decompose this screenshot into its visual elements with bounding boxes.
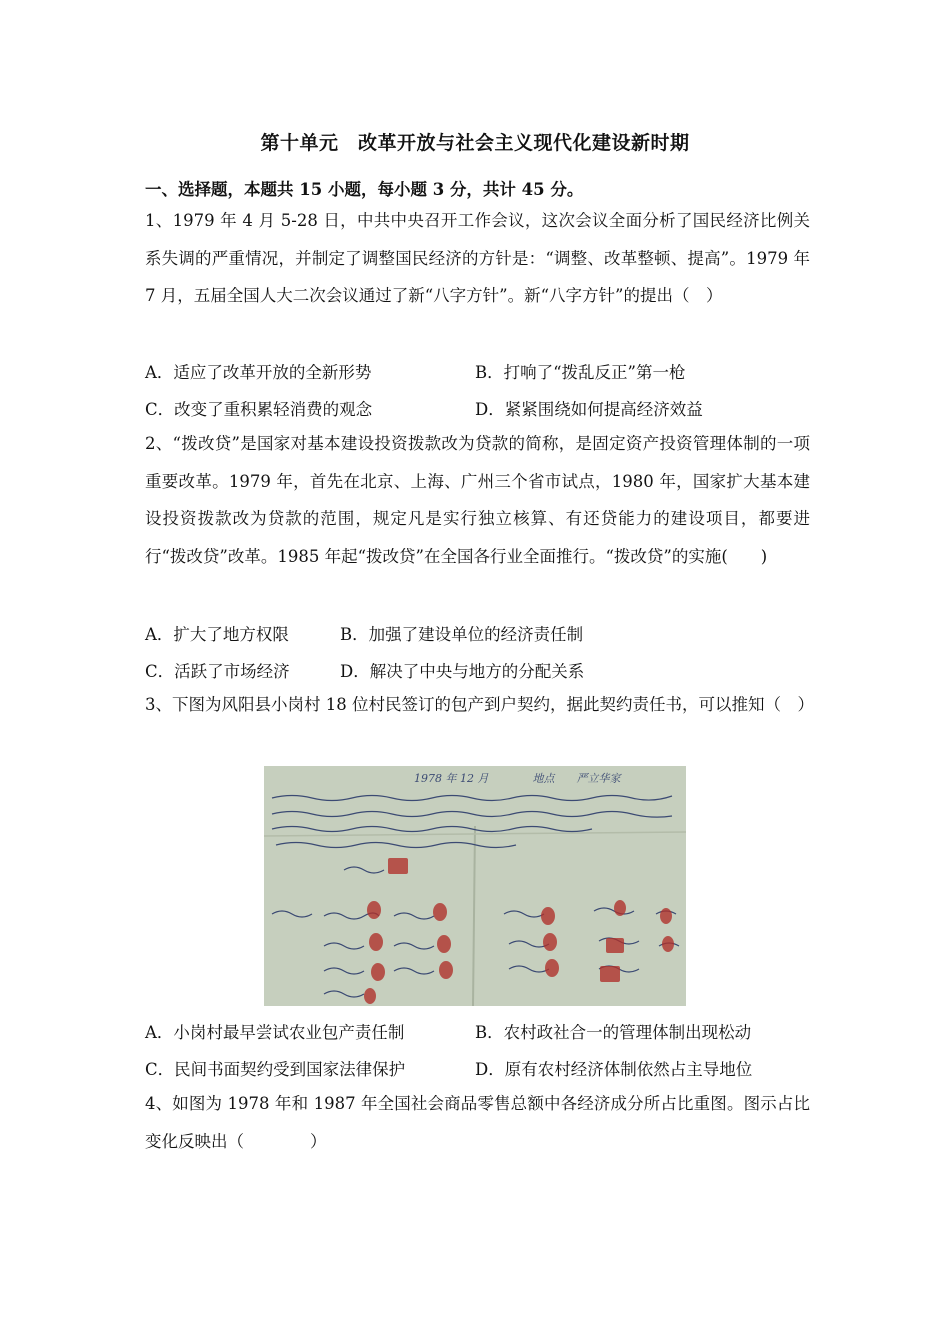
q2-option-c[interactable]: C．活跃了市场经济 <box>145 662 290 681</box>
q1-option-b[interactable]: B．打响了“拨乱反正”第一枪 <box>475 363 686 382</box>
fingerprint <box>369 933 383 951</box>
q1-option-a[interactable]: A．适应了改革开放的全新形势 <box>145 363 372 382</box>
q2-option-b[interactable]: B．加强了建设单位的经济责任制 <box>340 625 584 644</box>
q3-option-b[interactable]: B．农村政社合一的管理体制出现松动 <box>475 1023 752 1042</box>
fingerprint <box>543 933 557 951</box>
question-3-stem: 3、下图为风阳县小岗村 18 位村民签订的包产到户契约，据此契约责任书，可以推知（ ） <box>145 695 814 714</box>
fingerprint <box>541 907 555 925</box>
fingerprint <box>437 935 451 953</box>
q2-option-d[interactable]: D．解决了中央与地方的分配关系 <box>340 662 585 681</box>
fingerprint <box>660 908 672 924</box>
fingerprint <box>614 900 626 916</box>
q3-option-a[interactable]: A．小岗村最早尝试农业包产责任制 <box>145 1023 405 1042</box>
seal-stamp <box>606 938 624 953</box>
q1-option-d[interactable]: D．紧紧围绕如何提高经济效益 <box>475 400 703 419</box>
fingerprint <box>364 988 376 1004</box>
contract-illustration <box>264 766 686 1006</box>
section-heading: 一、选择题，本题共 15 小题，每小题 3 分，共计 45 分。 <box>145 180 584 199</box>
fingerprint <box>439 961 453 979</box>
q2-option-a[interactable]: A．扩大了地方权限 <box>145 625 289 644</box>
question-1-stem: 1、1979 年 4 月 5-28 日，中共中央召开工作会议，这次会议全面分析了国民经济比例关系失调的严重情况，并制定了调整国民经济的方针是：“调整、改革整顿、提高”。1979 年 7 月，五届全国人大二次会议通过了新“八字方针”。新“八字方针”的提出（ ） <box>145 211 810 305</box>
contract-header-text: 1978 年 12 月 地点 严立华家 <box>414 772 621 785</box>
fingerprint <box>662 936 674 952</box>
unit-title: 第十单元 改革开放与社会主义现代化建设新时期 <box>260 132 690 154</box>
q3-option-d[interactable]: D．原有农村经济体制依然占主导地位 <box>475 1060 753 1079</box>
question-4-stem: 4、如图为 1978 年和 1987 年全国社会商品零售总额中各经济成分所占比重图。图示占比变化反映出（ ） <box>145 1094 810 1151</box>
fingerprint <box>433 903 447 921</box>
seal-stamp <box>388 858 408 874</box>
q3-option-c[interactable]: C．民间书面契约受到国家法律保护 <box>145 1060 406 1079</box>
contract-photo <box>264 766 686 1006</box>
fingerprint <box>367 901 381 919</box>
fingerprint <box>371 963 385 981</box>
seal-stamp <box>600 966 620 982</box>
fingerprint <box>545 959 559 977</box>
q1-option-c[interactable]: C．改变了重积累轻消费的观念 <box>145 400 373 419</box>
question-2-stem: 2、“拨改贷”是国家对基本建设投资拨款改为贷款的简称，是固定资产投资管理体制的一项重要改革。1979 年，首先在北京、上海、广州三个省市试点，1980 年，国家扩大基本建设投资拨款改为贷款的范围，规定凡是实行独立核算、有还贷能力的建设项目，都要进行“拨改贷”改革。1985 年起“拨改贷”在全国各行业全面推行。“拨改贷”的实施( ) <box>145 434 810 566</box>
